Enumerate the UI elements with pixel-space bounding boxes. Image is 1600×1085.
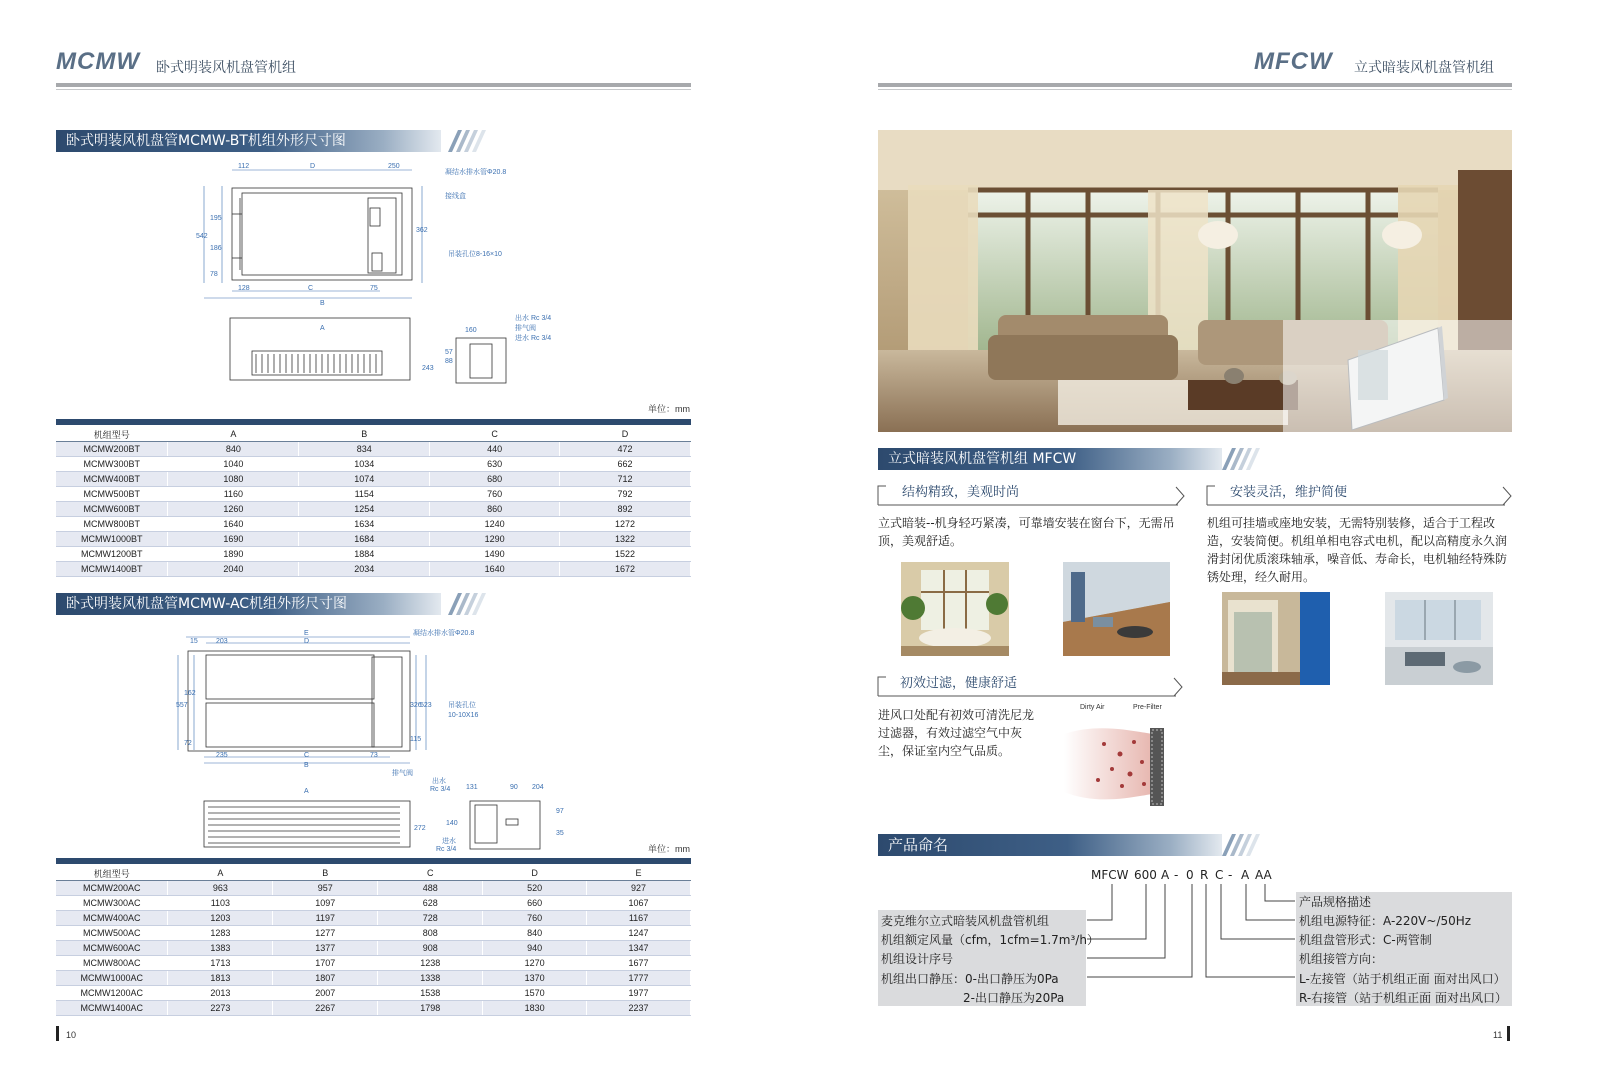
bt-header-cell: A [168, 427, 299, 442]
bt-table-topbar [56, 419, 691, 425]
feature3-title: 初效过滤，健康舒适 [900, 676, 1018, 691]
table-cell: 1777 [587, 971, 691, 986]
left-header-rule [56, 83, 691, 87]
svg-text:15: 15 [190, 638, 198, 645]
feature3-text: 进风口处配有初效可清洗尼龙过滤器，有效过滤空气中灰尘，保证室内空气品质。 [878, 708, 1035, 758]
dirty-air-label: Dirty Air [1080, 704, 1105, 711]
svg-text:C: C [308, 285, 314, 292]
table-cell: 662 [560, 457, 691, 472]
table-cell: MCMW500BT [56, 487, 168, 502]
svg-text:112: 112 [238, 163, 250, 170]
svg-text:排气阀: 排气阀 [392, 770, 413, 777]
table-cell: 908 [378, 941, 483, 956]
svg-text:523: 523 [420, 702, 432, 709]
ac-table-topbar [56, 858, 691, 864]
table-cell: 472 [560, 442, 691, 457]
naming-label-pressure-2: 2-出口静压为20Pa [963, 991, 1065, 1005]
table-cell: 1813 [168, 971, 273, 986]
left-brand: MCMW [56, 48, 140, 75]
table-cell: 1040 [168, 457, 299, 472]
svg-text:128: 128 [238, 285, 250, 292]
svg-text:接线盒: 接线盒 [445, 193, 466, 200]
table-cell: 860 [430, 502, 560, 517]
mfcw-section-title: 立式暗装风机盘管机组 MFCW [888, 451, 1077, 467]
bt-header-cell: D [560, 427, 691, 442]
svg-text:162: 162 [184, 690, 196, 697]
svg-text:出水 Rc 3/4: 出水 Rc 3/4 [515, 315, 552, 322]
naming-banner-slashes [1216, 834, 1266, 856]
ac-banner-slashes [438, 593, 488, 615]
svg-text:A: A [320, 325, 325, 332]
naming-label-airflow: 机组额定风量（cfm，1cfm=1.7m³/h） [881, 933, 1099, 947]
table-cell: 760 [430, 487, 560, 502]
svg-text:131: 131 [466, 784, 478, 791]
table-cell: 927 [587, 881, 691, 896]
table-row [56, 881, 691, 896]
table-cell: 1490 [430, 547, 560, 562]
svg-text:吊装孔位: 吊装孔位 [448, 702, 476, 709]
right-brand: MFCW [1254, 48, 1333, 75]
svg-text:243: 243 [422, 365, 434, 372]
table-cell: 728 [378, 911, 483, 926]
right-page-marker [1507, 1026, 1510, 1041]
right-header-rule [878, 83, 1512, 87]
bt-unit-label: 单位：mm [648, 404, 690, 414]
ac-table-header [56, 866, 691, 881]
svg-text:186: 186 [210, 245, 222, 252]
table-cell: 2034 [299, 562, 430, 577]
mfcw-banner-slashes [1216, 448, 1266, 470]
ac-spec-table [56, 866, 691, 1016]
ac-dimension-drawing [170, 625, 570, 855]
table-cell: 1690 [168, 532, 299, 547]
table-cell: 1034 [299, 457, 430, 472]
left-page-marker [56, 1026, 59, 1041]
table-cell: 2040 [168, 562, 299, 577]
table-row [56, 562, 691, 577]
table-cell: 2237 [587, 1001, 691, 1016]
svg-text:吊装孔位8-16×10: 吊装孔位8-16×10 [448, 251, 502, 258]
ac-header-cell: A [168, 866, 273, 881]
table-cell: 660 [483, 896, 587, 911]
table-cell: 840 [483, 926, 587, 941]
table-cell: 1347 [587, 941, 691, 956]
left-brand-subtitle: 卧式明装风机盘管机组 [156, 60, 296, 76]
naming-label-pressure: 机组出口静压：0-出口静压为0Pa [881, 972, 1059, 986]
svg-text:272: 272 [414, 825, 426, 832]
table-cell: 1167 [587, 911, 691, 926]
svg-text:235: 235 [216, 752, 228, 759]
table-cell: 2007 [273, 986, 378, 1001]
table-cell: 712 [560, 472, 691, 487]
bt-header-cell: 机组型号 [56, 427, 168, 442]
table-cell: 1538 [378, 986, 483, 1001]
table-cell: 1677 [587, 956, 691, 971]
table-row [56, 986, 691, 1001]
table-cell: 1277 [273, 926, 378, 941]
pre-filter-label: Pre-Filter [1133, 704, 1162, 711]
table-cell: 940 [483, 941, 587, 956]
svg-text:B: B [304, 762, 309, 769]
table-cell: 1370 [483, 971, 587, 986]
bt-table-header [56, 427, 691, 442]
svg-text:进水: 进水 [442, 838, 456, 845]
table-cell: 1247 [587, 926, 691, 941]
table-cell: 520 [483, 881, 587, 896]
naming-label-pipe-direction: 机组接管方向： [1299, 952, 1384, 966]
naming-label-design: 机组设计序号 [881, 952, 954, 966]
table-cell: 1097 [273, 896, 378, 911]
table-cell: 1238 [378, 956, 483, 971]
doorway-photo [1222, 592, 1330, 685]
table-cell: 1798 [378, 1001, 483, 1016]
svg-text:进水 Rc 3/4: 进水 Rc 3/4 [515, 335, 552, 342]
svg-text:10-10X16: 10-10X16 [448, 712, 479, 719]
ac-header-cell: 机组型号 [56, 866, 168, 881]
naming-label-coil: 机组盘管形式：C-两管制 [1299, 933, 1432, 947]
table-cell: 2267 [273, 1001, 378, 1016]
svg-text:362: 362 [416, 227, 428, 234]
table-cell: MCMW200BT [56, 442, 168, 457]
naming-label-spec: 产品规格描述 [1299, 895, 1372, 909]
svg-text:C: C [304, 752, 310, 759]
svg-text:出水: 出水 [432, 778, 446, 785]
bt-dimension-drawing [190, 158, 552, 398]
table-cell: 1684 [299, 532, 430, 547]
ac-unit-label: 单位：mm [648, 844, 690, 854]
svg-text:35: 35 [556, 830, 564, 837]
table-row [56, 502, 691, 517]
svg-text:凝结水排水管Φ20.8: 凝结水排水管Φ20.8 [445, 169, 507, 176]
naming-label-power: 机组电源特征：A-220V~/50Hz [1299, 914, 1472, 928]
svg-text:78: 78 [210, 271, 218, 278]
table-cell: 1160 [168, 487, 299, 502]
table-cell: 1634 [299, 517, 430, 532]
code-part-dash1: - [1174, 868, 1179, 882]
table-row [56, 442, 691, 457]
table-row [56, 517, 691, 532]
table-cell: 1377 [273, 941, 378, 956]
svg-text:204: 204 [532, 784, 544, 791]
naming-label-pipe-right: R-右接管（站于机组正面 面对出风口） [1299, 991, 1507, 1005]
table-cell: 630 [430, 457, 560, 472]
table-row [56, 956, 691, 971]
table-cell: 1270 [483, 956, 587, 971]
table-cell: 1807 [273, 971, 378, 986]
naming-section-title: 产品命名 [888, 836, 949, 854]
table-cell: 628 [378, 896, 483, 911]
svg-text:115: 115 [410, 736, 422, 743]
table-cell: 1103 [168, 896, 273, 911]
table-cell: 1338 [378, 971, 483, 986]
table-row [56, 971, 691, 986]
mfcw-section-banner [878, 448, 1222, 470]
table-cell: 1283 [168, 926, 273, 941]
table-cell: MCMW1200AC [56, 986, 168, 1001]
svg-text:72: 72 [184, 740, 192, 747]
table-row [56, 547, 691, 562]
table-row [56, 1001, 691, 1016]
table-cell: MCMW1200BT [56, 547, 168, 562]
table-cell: 1830 [483, 1001, 587, 1016]
svg-text:E: E [304, 630, 309, 637]
ac-header-cell: D [483, 866, 587, 881]
table-cell: MCMW1000AC [56, 971, 168, 986]
svg-text:140: 140 [446, 820, 458, 827]
table-cell: MCMW400AC [56, 911, 168, 926]
ac-header-cell: E [587, 866, 691, 881]
table-cell: 840 [168, 442, 299, 457]
table-cell: 440 [430, 442, 560, 457]
table-row [56, 941, 691, 956]
table-cell: MCMW800AC [56, 956, 168, 971]
naming-label-series: 麦克维尔立式暗装风机盘管机组 [881, 914, 1050, 928]
bt-header-cell: B [299, 427, 430, 442]
table-cell: MCMW1000BT [56, 532, 168, 547]
table-cell: MCMW1400BT [56, 562, 168, 577]
table-cell: 1383 [168, 941, 273, 956]
code-part-pipe-direction: R [1200, 868, 1209, 882]
table-cell: MCMW600AC [56, 941, 168, 956]
table-row [56, 487, 691, 502]
table-cell: 2013 [168, 986, 273, 1001]
code-part-airflow: 600 [1134, 868, 1157, 882]
table-cell: MCMW600BT [56, 502, 168, 517]
table-cell: 834 [299, 442, 430, 457]
bt-banner-slashes [438, 130, 488, 152]
table-cell: 792 [560, 487, 691, 502]
table-cell: 963 [168, 881, 273, 896]
table-cell: MCMW1400AC [56, 1001, 168, 1016]
table-cell: MCMW400BT [56, 472, 168, 487]
ac-section-title: 卧式明装风机盘管MCMW-AC机组外形尺寸图 [66, 596, 348, 612]
table-cell: 1977 [587, 986, 691, 1001]
svg-text:542: 542 [196, 233, 208, 240]
code-part-design: A [1161, 868, 1170, 882]
table-cell: MCMW300BT [56, 457, 168, 472]
ac-header-cell: C [378, 866, 483, 881]
left-header-rule-thin [56, 89, 691, 90]
feature2-text: 机组可挂墙或座地安装，无需特别装修，适合于工程改造，安装简便。机组单相电容式电机，配以高精度永久润滑封闭优质滚珠轴承，噪音低、寿命长，电机轴经特殊防锈处理，经久耐用。 [1207, 516, 1508, 584]
table-cell: 1080 [168, 472, 299, 487]
right-brand-subtitle: 立式暗装风机盘管机组 [1354, 60, 1494, 76]
feature2-title: 安装灵活，维护简便 [1230, 485, 1348, 500]
code-part-pressure: 0 [1186, 868, 1194, 882]
svg-text:97: 97 [556, 808, 564, 815]
table-cell: 1272 [560, 517, 691, 532]
naming-section-banner [878, 834, 1222, 856]
table-cell: 1260 [168, 502, 299, 517]
table-cell: 680 [430, 472, 560, 487]
bt-header-cell: C [430, 427, 560, 442]
table-row [56, 911, 691, 926]
code-part-coil: C [1215, 868, 1224, 882]
table-cell: 1154 [299, 487, 430, 502]
table-cell: 1570 [483, 986, 587, 1001]
table-cell: 957 [273, 881, 378, 896]
table-cell: 808 [378, 926, 483, 941]
table-cell: 1197 [273, 911, 378, 926]
table-cell: 1707 [273, 956, 378, 971]
svg-text:557: 557 [176, 702, 188, 709]
svg-text:D: D [310, 163, 316, 170]
svg-text:凝结水排水管Φ20.8: 凝结水排水管Φ20.8 [413, 630, 475, 637]
table-cell: 1322 [560, 532, 691, 547]
svg-text:75: 75 [370, 285, 378, 292]
naming-connector-lines [1085, 882, 1305, 982]
svg-text:90: 90 [510, 784, 518, 791]
bt-spec-table [56, 427, 691, 577]
right-header-rule-thin [878, 89, 1512, 90]
table-cell: 892 [560, 502, 691, 517]
code-part-spec: AA [1255, 868, 1272, 882]
table-cell: MCMW500AC [56, 926, 168, 941]
right-page-number: 11 [1493, 1030, 1503, 1040]
bt-section-title: 卧式明装风机盘管MCMW-BT机组外形尺寸图 [66, 133, 346, 149]
svg-text:250: 250 [388, 163, 400, 170]
table-cell: 1203 [168, 911, 273, 926]
code-part-power: A [1241, 868, 1250, 882]
ac-header-cell: B [273, 866, 378, 881]
table-cell: 760 [483, 911, 587, 926]
code-part-dash2: - [1228, 868, 1233, 882]
table-row [56, 532, 691, 547]
table-cell: 1067 [587, 896, 691, 911]
left-page-number: 10 [66, 1030, 77, 1040]
svg-text:Rc 3/4: Rc 3/4 [436, 846, 457, 853]
svg-text:B: B [320, 300, 325, 307]
table-row [56, 457, 691, 472]
svg-text:57: 57 [445, 349, 453, 356]
living-room-photo [878, 130, 1512, 432]
feature1-text: 立式暗装--机身轻巧紧凑，可靠墙安装在窗台下，无需吊顶，美观舒适。 [878, 516, 1175, 548]
table-cell: 1640 [168, 517, 299, 532]
table-cell: 1672 [560, 562, 691, 577]
table-cell: 1240 [430, 517, 560, 532]
svg-text:73: 73 [370, 752, 378, 759]
table-cell: 2273 [168, 1001, 273, 1016]
table-cell: MCMW800BT [56, 517, 168, 532]
svg-text:A: A [304, 788, 309, 795]
svg-text:88: 88 [445, 358, 453, 365]
table-cell: 488 [378, 881, 483, 896]
table-row [56, 926, 691, 941]
table-cell: MCMW200AC [56, 881, 168, 896]
table-cell: 1713 [168, 956, 273, 971]
table-cell: MCMW300AC [56, 896, 168, 911]
office-room-photo [1385, 592, 1493, 685]
svg-text:160: 160 [465, 327, 477, 334]
svg-text:D: D [304, 638, 310, 645]
table-cell: 1290 [430, 532, 560, 547]
ac-section-banner [56, 593, 441, 615]
table-row [56, 472, 691, 487]
svg-text:203: 203 [216, 638, 228, 645]
naming-label-pipe-left: L-左接管（站于机组正面 面对出风口） [1299, 972, 1506, 986]
table-cell: 1074 [299, 472, 430, 487]
table-row [56, 896, 691, 911]
table-cell: 1640 [430, 562, 560, 577]
dining-room-photo [901, 562, 1009, 656]
filter-illustration [1064, 714, 1174, 808]
table-cell: 1884 [299, 547, 430, 562]
svg-text:排气阀: 排气阀 [515, 325, 536, 332]
svg-text:326: 326 [410, 702, 422, 709]
bt-section-banner [56, 130, 441, 152]
table-cell: 1522 [560, 547, 691, 562]
svg-text:195: 195 [210, 215, 222, 222]
table-cell: 1254 [299, 502, 430, 517]
svg-text:Rc 3/4: Rc 3/4 [430, 786, 451, 793]
code-part-series: MFCW [1091, 868, 1129, 882]
feature1-title: 结构精致，美观时尚 [902, 485, 1020, 500]
lounge-room-photo [1063, 562, 1170, 656]
table-cell: 1890 [168, 547, 299, 562]
